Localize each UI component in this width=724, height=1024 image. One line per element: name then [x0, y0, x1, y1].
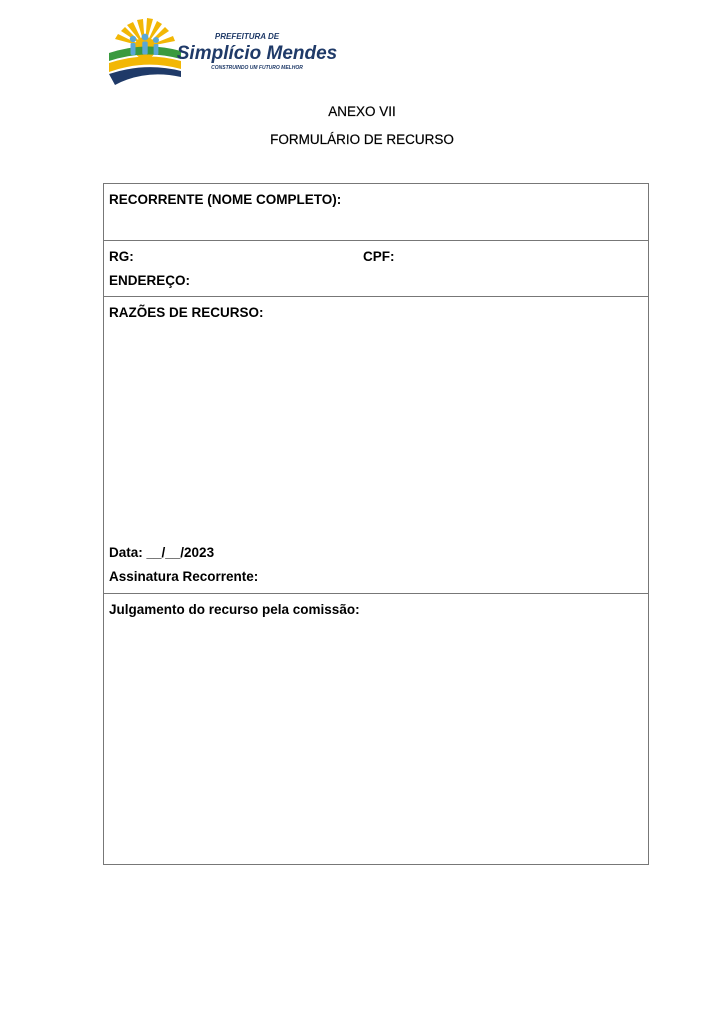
- logo-line2: Simplício Mendes: [176, 43, 337, 64]
- data-label: Data: __/__/2023: [109, 545, 215, 560]
- rg-label: RG:: [109, 249, 134, 264]
- logo-tagline: CONSTRUINDO UM FUTURO MELHOR: [211, 65, 303, 71]
- endereco-label: ENDEREÇO:: [109, 273, 191, 288]
- identification-row: [104, 241, 648, 297]
- assinatura-label: Assinatura Recorrente:: [109, 569, 259, 584]
- julgamento-label: Julgamento do recurso pela comissão:: [109, 602, 360, 617]
- razoes-row: [104, 297, 648, 594]
- cpf-label: CPF:: [363, 249, 395, 264]
- document-header: [0, 103, 724, 149]
- recorrente-label: RECORRENTE (NOME COMPLETO):: [109, 192, 342, 207]
- logo-emblem-icon: [107, 17, 337, 87]
- recorrente-row: [104, 184, 648, 241]
- municipality-logo: [107, 17, 337, 87]
- document-title: FORMULÁRIO DE RECURSO: [270, 132, 454, 147]
- logo-line1: PREFEITURA DE: [214, 32, 280, 41]
- appeal-form: [103, 183, 649, 865]
- julgamento-row: [104, 594, 648, 864]
- annex-number: ANEXO VII: [328, 104, 396, 119]
- razoes-label: RAZÕES DE RECURSO:: [109, 305, 264, 320]
